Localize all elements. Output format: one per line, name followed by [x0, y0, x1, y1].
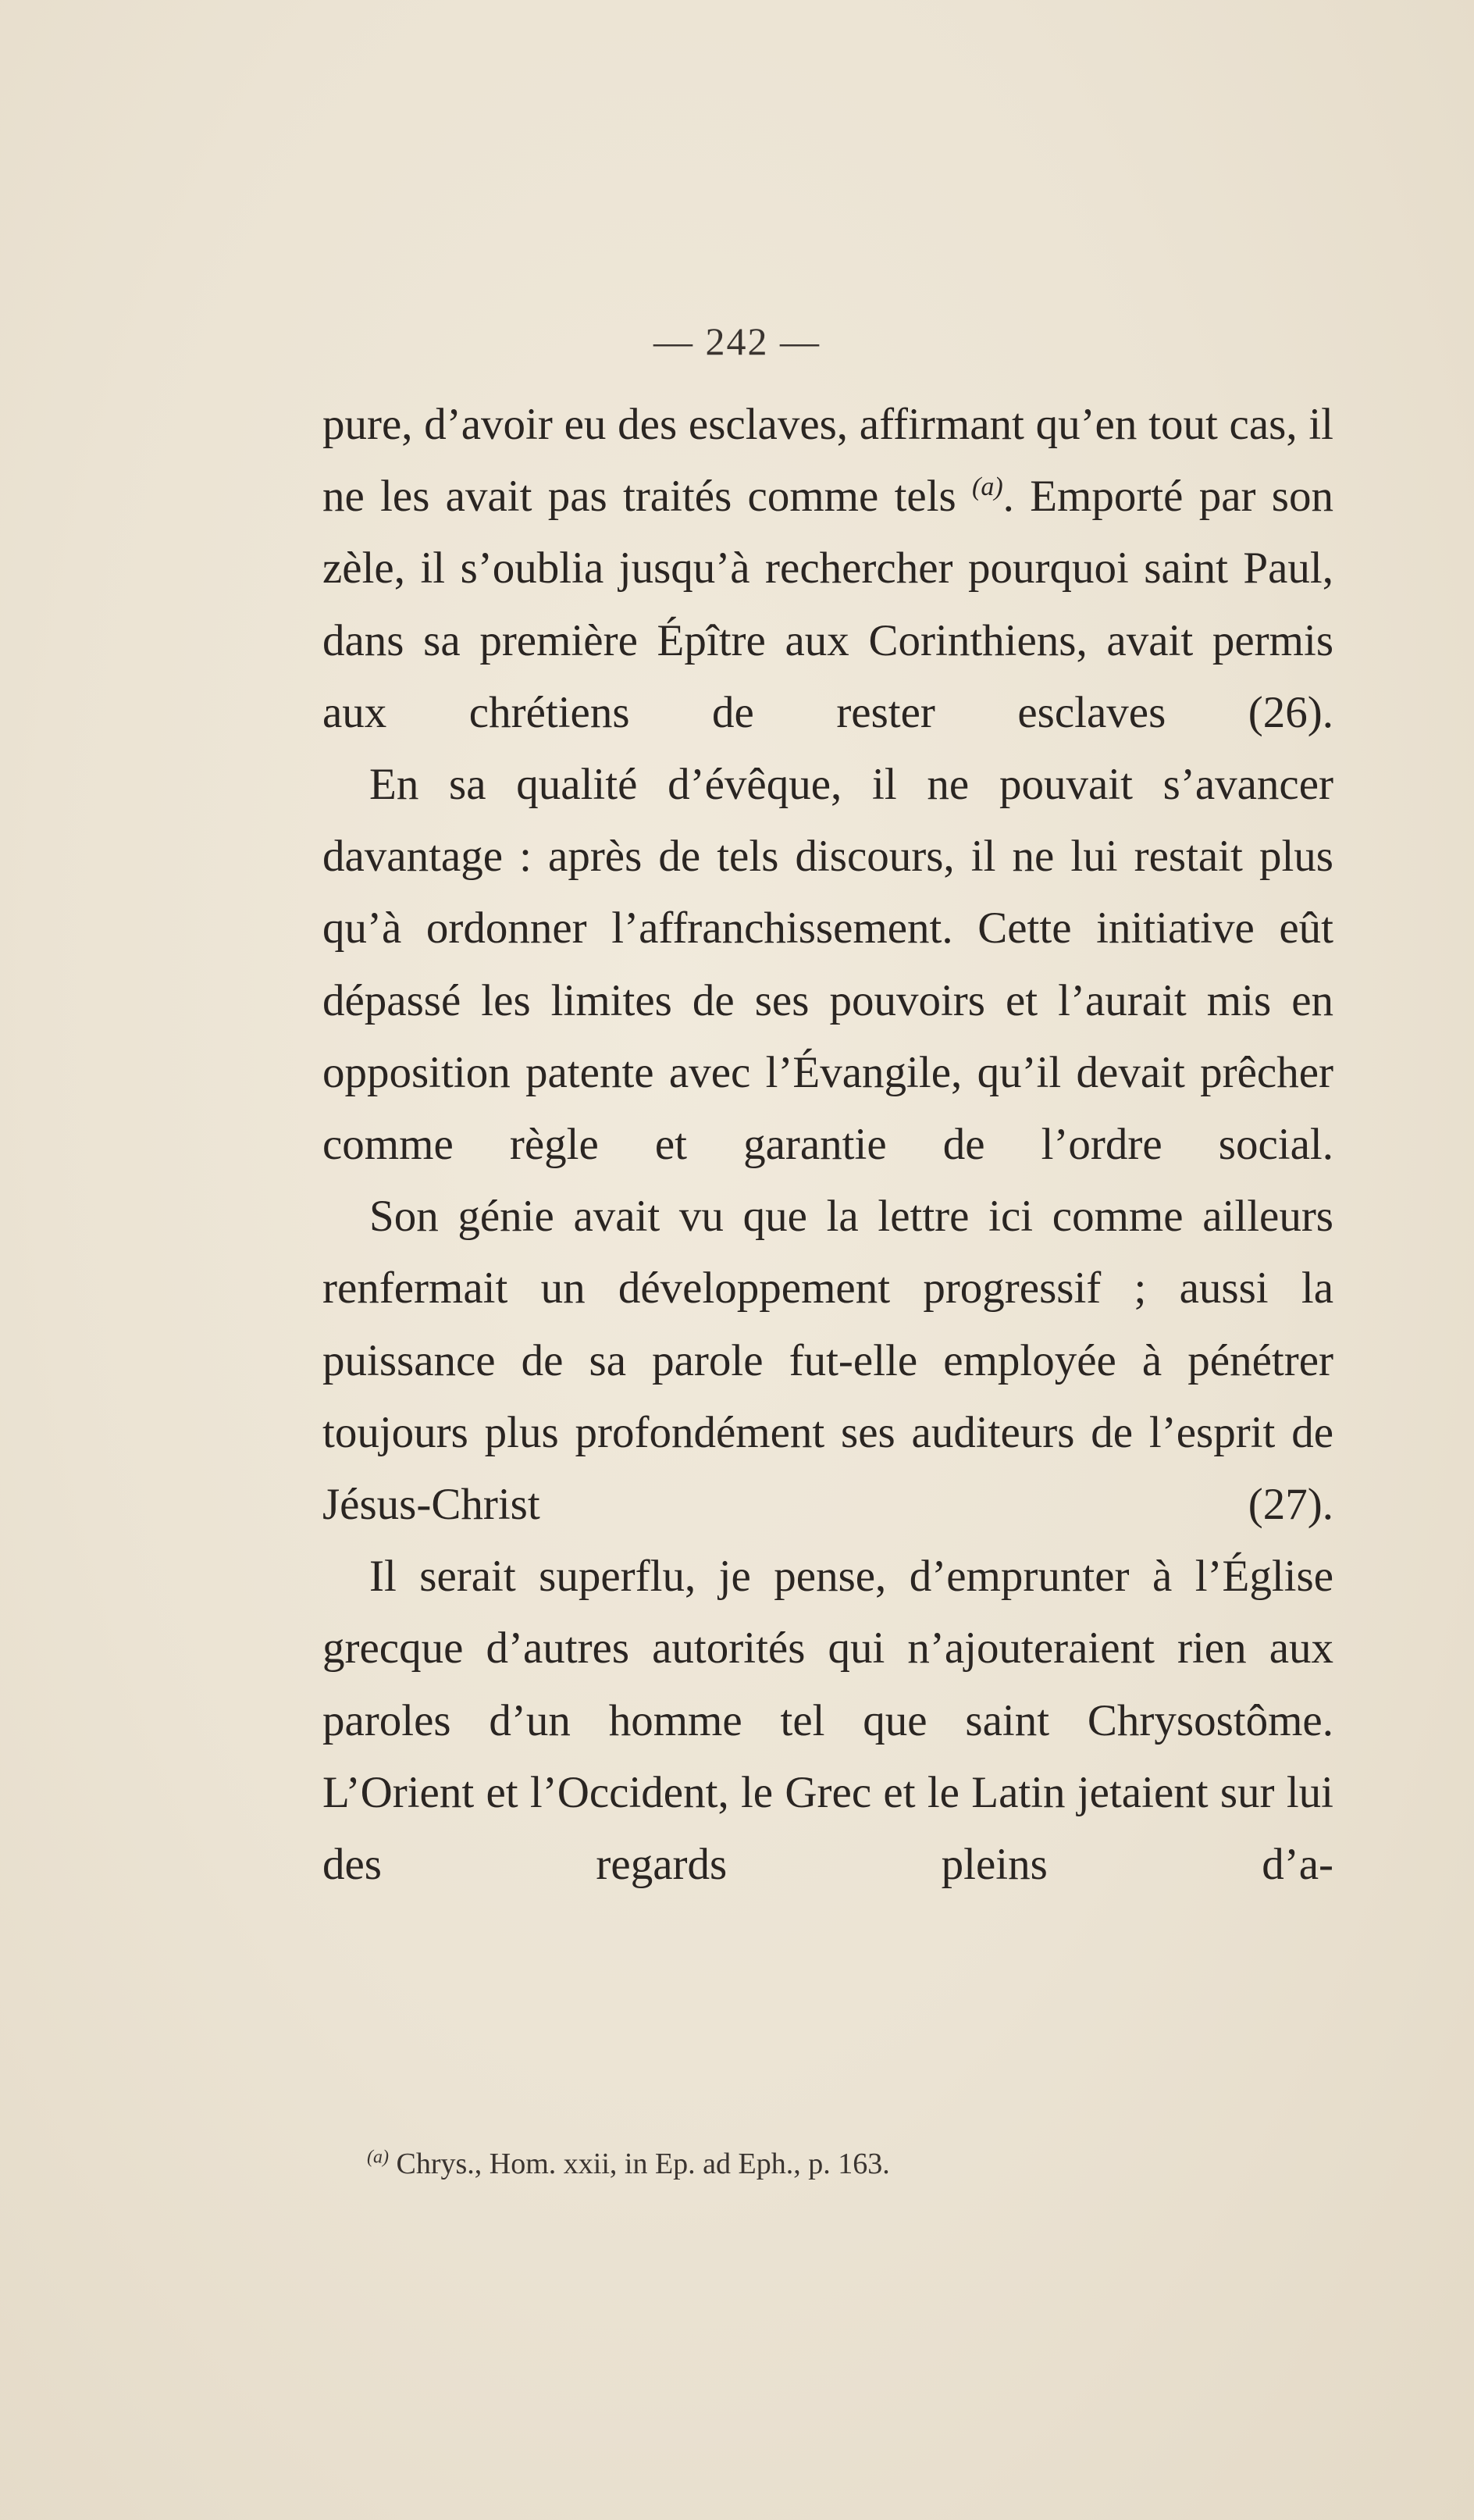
body-text	[322, 389, 1333, 1901]
paragraph-2: En sa qualité d’évêque, il ne pouvait s’avancer davantage : après de tels discours, il ne lui restait plus qu’à ordonner l’affranchissement. Cette initiative eût dépassé les limites de ses pouvoirs et l’aurait mis en opposition patente avec l’Évangile, qu’il devait prêcher comme règle et garantie de l’ordre social.	[322, 760, 1333, 1170]
paragraph-1	[322, 389, 1333, 749]
footnote-text: Chrys., Hom. xxii, in Ep. ad Eph., p. 163.	[388, 2148, 890, 2180]
footnote-marker: (a)	[367, 2147, 389, 2168]
footnote-reference-a[interactable]: (a)	[972, 472, 1003, 502]
paragraph-4: Il serait superflu, je pense, d’emprunter à l’Église grecque d’autres autorités qui n’ajouteraient rien aux paroles d’un homme tel que saint Chrysostôme. L’Orient et l’Occident, le Grec et le Latin jetaient sur lui des regards pleins d’a-	[322, 1552, 1333, 1890]
paragraph-1-text-after: . Emporté par son zèle, il s’oublia jusqu’à rechercher pourquoi saint Paul, dans sa première Épître aux Corinthiens, avait permis aux chrétiens de rester esclaves (26).	[322, 472, 1333, 737]
page-number: — 242 —	[653, 319, 821, 363]
footnote	[367, 2144, 1304, 2183]
paragraph-1-text-before: pure, d’avoir eu des esclaves, affirmant qu’en tout cas, il ne les avait pas traités comme tels	[322, 400, 1333, 522]
paragraph-3: Son génie avait vu que la lettre ici comme ailleurs renfermait un développement progressif ; aussi la puissance de sa parole fut-elle employée à pénétrer toujours plus profondément ses auditeurs de l’esprit de Jésus-Christ (27).	[322, 1192, 1333, 1530]
